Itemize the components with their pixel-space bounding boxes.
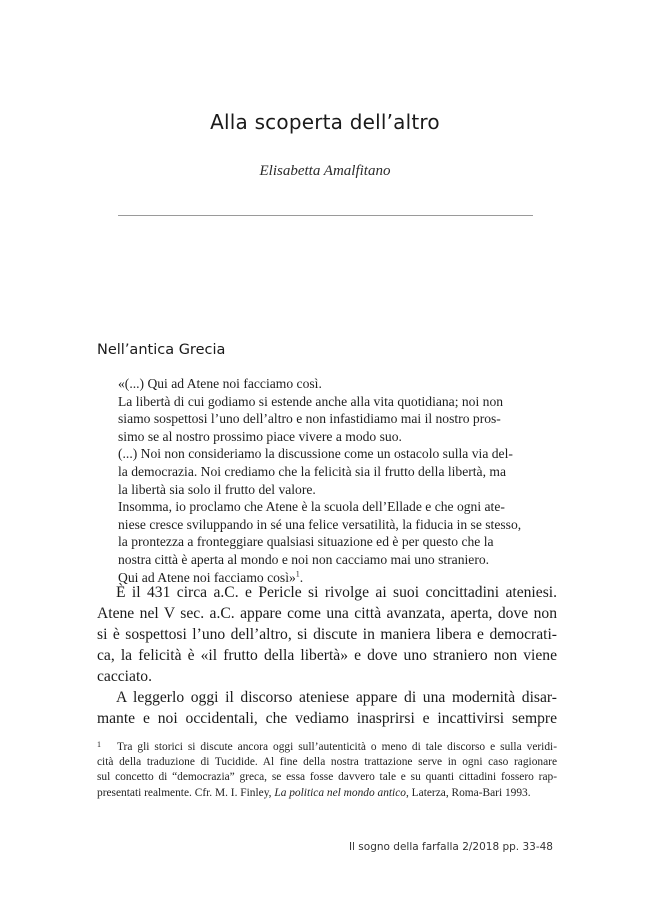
running-footer: Il sogno della farfalla 2/2018 pp. 33-48 xyxy=(348,841,553,853)
body-line: mante e noi occidentali, che vediamo inasprirsi e incattivirsi sempre xyxy=(97,710,557,727)
quote-line: siamo sospettosi l’uno dell’altro e non infastidiamo mai il nostro pros- xyxy=(118,411,501,427)
quote-line: la prontezza a fronteggiare qualsiasi situazione ed è per questo che la xyxy=(118,534,494,550)
quote-line: la democrazia. Noi crediamo che la felicità sia il frutto della libertà, ma xyxy=(118,463,506,479)
footnote-line-last xyxy=(97,786,557,801)
footnote-line: Tra gli storici si discute ancora oggi sull’autenticità o meno di tale discorso e sulla veridi- xyxy=(117,741,557,753)
title-divider xyxy=(118,215,533,216)
quote-period: . xyxy=(299,569,304,585)
quote-line: niese cresce sviluppando in sé una felice versatilità, la fiducia in se stesso, xyxy=(118,516,522,532)
body-line: A leggerlo oggi il discorso ateniese appare di una modernità disar- xyxy=(116,689,557,706)
footnote-reference[interactable]: 1 xyxy=(295,569,300,578)
block-quote xyxy=(118,375,568,586)
footnote-line: cità della traduzione di Tucidide. Al fine della nostra trattazione serve in ogni caso ragionare xyxy=(97,756,557,769)
cited-book-title: La politica nel mondo antico xyxy=(274,786,406,799)
body-line: È il 431 circa a.C. e Pericle si rivolge ai suoi concittadini ateniesi. xyxy=(116,584,557,601)
footnote-line: sul concetto di “democrazia” greca, se essa fosse davvero tale e su quanti cittadini fossero rap- xyxy=(97,771,557,784)
footnote-citation-tail: , Laterza, Roma-Bari 1993. xyxy=(405,786,531,799)
footnote xyxy=(97,740,557,801)
footnote-marker: 1 xyxy=(97,740,101,749)
quote-line: la libertà sia solo il frutto del valore. xyxy=(118,481,316,497)
quote-line: «(...) Qui ad Atene noi facciamo così. xyxy=(118,376,322,391)
body-line: si è sospettosi l’uno dell’altro, si discute in maniera libera e democrati- xyxy=(97,626,557,643)
section-heading: Nell’antica Grecia xyxy=(97,342,226,358)
body-line: cacciato. xyxy=(97,668,152,685)
article-title: Alla scoperta dell’altro xyxy=(210,110,440,134)
quote-closing-text: Qui ad Atene noi facciamo così» xyxy=(118,569,296,585)
author-name: Elisabetta Amalfitano xyxy=(259,163,391,179)
body-paragraphs xyxy=(97,582,557,729)
quote-line: Insomma, io proclamo che Atene è la scuola dell’Ellade e che ogni ate- xyxy=(118,499,505,515)
quote-line: (...) Noi non consideriamo la discussione come un ostacolo sulla via del- xyxy=(118,446,513,462)
quote-line: simo se al nostro prossimo piace vivere a modo suo. xyxy=(118,428,402,444)
body-line: Atene nel V sec. a.C. appare come una città avanzata, aperta, dove non xyxy=(97,605,557,622)
quote-line: nostra città è aperta al mondo e noi non cacciamo mai uno straniero. xyxy=(118,551,490,567)
quote-line: La libertà di cui godiamo si estende anche alla vita quotidiana; noi non xyxy=(118,393,504,409)
footnote-citation-prefix: presentati realmente. Cfr. M. I. Finley, xyxy=(97,786,275,799)
body-line: ca, la felicità è «il frutto della libertà» e dove uno straniero non viene xyxy=(97,647,557,664)
